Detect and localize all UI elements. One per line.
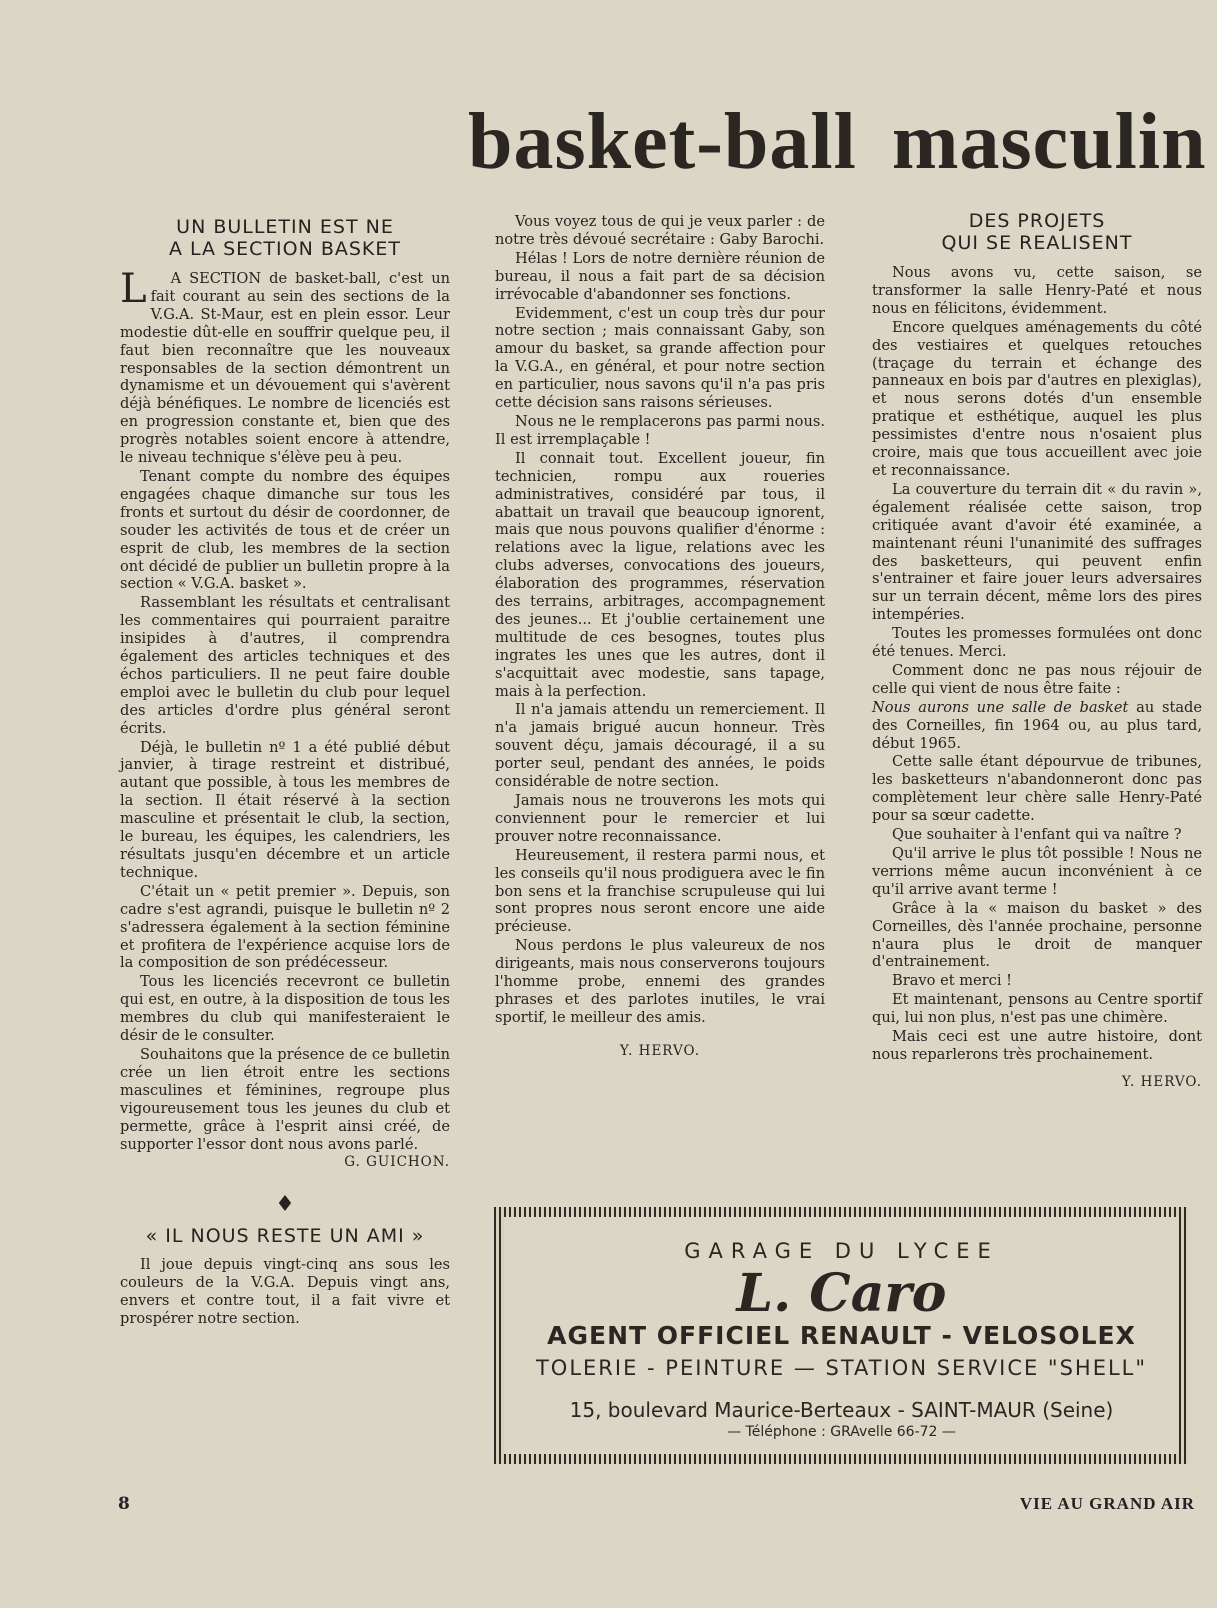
article3-paragraph: Comment donc ne pas nous réjouir de celle qui vient de nous être faite : (872, 661, 1202, 697)
article3-paragraph: Grâce à la « maison du basket » des Corneilles, dès l'année prochaine, personne n'aura plus le droit de manquer d'entrainement. (872, 899, 1202, 971)
article1-paragraph: C'était un « petit premier ». Depuis, son cadre s'est agrandi, puisque le bulletin nº 2 s'adressera également à la section féminine et profitera de l'expérience acquise lors de la composition de son prédécesseur. (120, 882, 450, 972)
article2-paragraph: Evidemment, c'est un coup très dur pour notre section ; mais connaissant Gaby, son amour du basket, sa grande affection pour la V.G.A., en général, et pour notre section en particulier, nous savons qu'il n'a pas pris cette décision sans raisons sérieuses. (495, 304, 825, 412)
page-headline: basket-ball masculin (468, 98, 1207, 186)
ad-garage-name: GARAGE DU LYCEE (684, 1239, 999, 1263)
article3-italic-rest: au stade des Corneilles, fin 1964 ou, au plus tard, début 1965. (872, 698, 1202, 752)
article3-paragraph: Que souhaiter à l'enfant qui va naître ? (892, 826, 1182, 844)
article3-paragraph: Encore quelques aménagements du côté des vestiaires et quelques retouches (traçage du terrain et échange des panneaux en bois par d'autres en plexiglas), et nous serons dotés d'un ensemble pratique et esthétique, auquel les plus pessimistes d'entre nous n'osaient plus croire, mais que tous accueillent avec joie et reconnaissance. (872, 318, 1202, 479)
article1-paragraph: Tous les licenciés recevront ce bulletin qui est, en outre, à la disposition de tous les membres du club qui manifesteraient le désir de le consulter. (120, 973, 450, 1045)
article3-heading (872, 210, 1202, 254)
diamond-separator: ♦ (275, 1192, 295, 1218)
column-3 (872, 210, 1202, 1093)
article3-paragraph: Mais ceci est une autre histoire, dont nous reparlerons très prochainement. (872, 1028, 1202, 1063)
ad-address-line: 15, boulevard Maurice-Berteaux - SAINT-MAUR (Seine) (569, 1398, 1114, 1422)
article3-italic-text: Nous aurons une salle de basket (872, 698, 1129, 716)
article1-paragraph: Rassemblant les résultats et centralisant les commentaires qui pourraient paraitre insipides à d'autres, il comprendra également des articles techniques et des échos particuliers. Il ne peut faire double emploi avec le bulletin du club pour lequel des articles d'ordre plus général seront écrits. (120, 594, 450, 737)
publication-footer: VIE AU GRAND AIR (1019, 1494, 1195, 1513)
article1-paragraph-text: A SECTION de basket-ball, c'est un fait courant au sein des sections de la V.G.A. St-Maur, est en plein essor. Leur modestie dût-elle en souffrir quelque peu, il faut bien reconnaître que les nouveaux responsables de la section démontrent un dynamisme et un dévouement qui s'avèrent déjà bénéfiques. Le nombre de licenciés est en progression constante et, bien que des progrès notables soient encore à attendre, le niveau technique s'élève peu à peu. (120, 270, 450, 467)
article3-signature: Y. HERVO. (1121, 1073, 1202, 1090)
page-number: 8 (118, 1494, 130, 1514)
article3-heading-line2: QUI SE REALISENT (941, 232, 1133, 254)
article2-paragraph: Nous perdons le plus valeureux de nos dirigeants, mais nous conserverons toujours l'homme probe, ennemi des grandes phrases et des parlotes inutiles, le vrai sportif, le meilleur des amis. (495, 937, 825, 1026)
article3-paragraph: Toutes les promesses formulées ont donc été tenues. Merci. (872, 625, 1202, 661)
ad-phone-line: — Téléphone : GRAvelle 66-72 — (727, 1424, 956, 1440)
article3-heading-line1: DES PROJETS (968, 210, 1106, 232)
article2-paragraph: Nous ne le remplacerons pas parmi nous. Il est irremplaçable ! (495, 412, 825, 448)
article1-paragraph: Tenant compte du nombre des équipes engagées chaque dimanche sur tous les fronts et surtout du désir de coordonner, de souder les activités de tous et de créer un esprit de club, les membres de la section ont décidé de publier un bulletin propre à la section « V.G.A. basket ». (120, 467, 450, 593)
article1-heading (120, 216, 450, 260)
column-1 (120, 216, 450, 1329)
article1-paragraph: Souhaitons que la présence de ce bulletin crée un lien étroit entre les sections masculines et féminines, regroupe plus vigoureusement tous les jeunes du club et permette, grâce à l'esprit ainsi créé, de supporter l'essor dont nous avons parlé. (120, 1045, 450, 1153)
article3-paragraph: Et maintenant, pensons au Centre sportif qui, lui non plus, n'est pas une chimère. (872, 991, 1202, 1027)
article2-intro: Il joue depuis vingt-cinq ans sous les couleurs de la V.G.A. Depuis vingt ans, envers et contre tout, il a fait vivre et prospérer notre section. (120, 1256, 450, 1327)
article3-italic-paragraph (872, 699, 1202, 753)
column-2 (495, 213, 825, 1062)
article3-paragraph: Qu'il arrive le plus tôt possible ! Nous ne verrions même aucun inconvénient à ce qu'il arrive avant terme ! (872, 845, 1202, 898)
article2-signature: Y. HERVO. (619, 1042, 701, 1059)
article1-heading-line2: A LA SECTION BASKET (168, 238, 401, 260)
article2-paragraph: Heureusement, il restera parmi nous, et les conseils qu'il nous prodiguera avec le fin bon sens et la franchise scrupuleuse qui lui sont propres nous seront encore une aide précieuse. (495, 846, 825, 936)
article2-paragraph: Vous voyez tous de qui je veux parler : de notre très dévoué secrétaire : Gaby Barochi. (495, 213, 825, 248)
article2-paragraph: Il connait tout. Excellent joueur, fin technicien, rompu aux roueries administratives, considéré par tous, il abattait un travail que beaucoup ignorent, mais que nous pouvons qualifier d'énorme : relations avec la ligue, relations avec les clubs adverses, convocations des joueurs, élaboration des programmes, réservation des terrains, arbitrages, accompagnement des jeunes... Et j'oublie certainement une multitude de ces besognes, toutes plus ingrates les unes que les autres, dont il s'acquittait avec modestie, sans tapage, mais à la perfection. (495, 449, 825, 700)
article1-paragraph: Déjà, le bulletin nº 1 a été publié début janvier, à tirage restreint et distribué, autant que possible, à tous les membres de la section. Il était réservé à la section masculine et présentait le club, la section, le bureau, les équipes, les calendriers, les résultats jusqu'en décembre et un article technique. (120, 738, 450, 881)
garage-advertisement (494, 1207, 1189, 1464)
article2-paragraph: Hélas ! Lors de notre dernière réunion de bureau, il nous a fait part de sa décision irrévocable d'abandonner ses fonctions. (495, 249, 825, 303)
article1-heading-line1: UN BULLETIN EST NE (176, 216, 394, 238)
article1-paragraph (120, 266, 450, 467)
article3-paragraph: Nous avons vu, cette saison, se transformer la salle Henry-Paté et nous nous en félicitons, évidemment. (872, 264, 1202, 317)
article1-signature: G. GUICHON. (344, 1154, 450, 1171)
article3-paragraph: Bravo et merci ! (892, 972, 1013, 990)
article3-paragraph: La couverture du terrain dit « du ravin », également réalisée cette saison, trop critiquée avant d'avoir été examinée, a maintenant réuni l'unanimité des suffrages des basketteurs, qui peuvent enfin s'entrainer et faire jouer leurs adversaires sur un terrain décent, même lors des pires intempéries. (872, 480, 1202, 624)
ad-agent-line: AGENT OFFICIEL RENAULT - VELOSOLEX (547, 1321, 1136, 1350)
ad-owner-name: L. Caro (736, 1263, 947, 1324)
ad-services-line: TOLERIE - PEINTURE — STATION SERVICE "SHELL" (535, 1356, 1148, 1380)
article2-paragraph: Jamais nous ne trouverons les mots qui conviennent pour le remercier et lui prouver notre reconnaissance. (495, 792, 825, 845)
article2-paragraph: Il n'a jamais attendu un remerciement. Il n'a jamais brigué aucun honneur. Très souvent déçu, jamais découragé, il a su porter seul, pendant des années, le poids considérable de notre section. (495, 701, 825, 791)
article2-heading: « IL NOUS RESTE UN AMI » (145, 1225, 425, 1248)
article3-paragraph: Cette salle étant dépourvue de tribunes, les basketteurs n'abandonneront donc pas complètement leur chère salle Henry-Paté pour sa sœur cadette. (872, 753, 1202, 825)
drop-cap: L (120, 266, 147, 312)
